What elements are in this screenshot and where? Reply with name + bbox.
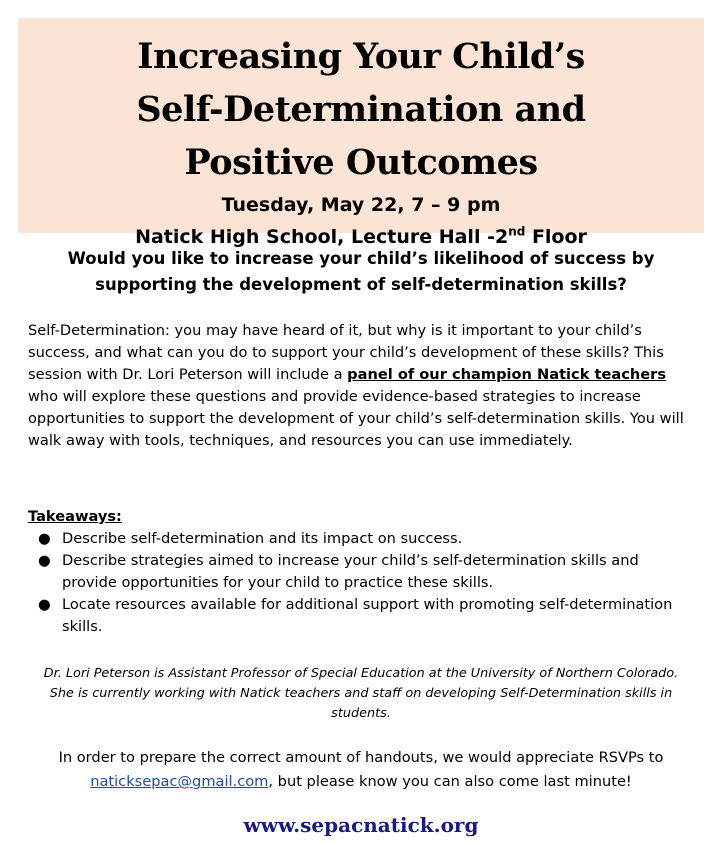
email-link[interactable]: naticksepac@gmail.com: [90, 773, 269, 790]
title-line-2: Self-Determination and: [136, 89, 586, 130]
bullet-icon: ●: [38, 596, 51, 613]
bullet-icon: ●: [38, 530, 51, 547]
title-line-1: Increasing Your Child’s: [137, 36, 585, 77]
speaker-bio: Dr. Lori Peterson is Assistant Professor of Special Education at the University of Northern Colorado. She is currently working with Natick teachers and staff on developing Self-Determination skills in students.: [43, 666, 679, 721]
location-prefix: Natick High School, Lecture Hall -2: [135, 226, 509, 248]
intro-text-2: who will explore these questions and provide evidence-based strategies to increase opportunities to support the development of your child’s self-determination skills. You will walk away with tools, techniques, and resources you can use immediately.: [28, 388, 684, 449]
location-superscript: nd: [508, 224, 526, 239]
website-url: www.sepacnatick.org: [243, 813, 479, 837]
intro-emphasis: panel of our champion Natick teachers: [347, 366, 667, 383]
list-item-text: Locate resources available for additional support with promoting self-determination skills.: [62, 596, 673, 635]
intro-text-1: Self-Determination: you may have heard of it, but why is it important to your child’s success, and what can you do to support your child’s development of these skills? This session with Dr. Lori Peterson will include a: [28, 322, 664, 383]
rsvp-text-1: In order to prepare the correct amount of handouts, we would appreciate RSVPs to: [58, 749, 664, 766]
event-date-time: Tuesday, May 22, 7 – 9 pm: [221, 194, 501, 216]
lead-question: Would you like to increase your child’s likelihood of success by supporting the development of self-determination skills?: [67, 249, 655, 294]
event-title: [18, 18, 704, 189]
takeaways-list: [28, 528, 694, 638]
list-item-text: Describe self-determination and its impact on success.: [62, 530, 463, 547]
list-item: [28, 550, 694, 594]
event-banner: [18, 18, 704, 248]
list-item: [28, 594, 694, 638]
intro-paragraph: [28, 320, 694, 452]
rsvp-text-2: , but please know you can also come last minute!: [268, 773, 632, 790]
list-item: [28, 528, 694, 550]
location-suffix: Floor: [525, 226, 587, 248]
takeaways-heading: Takeaways:: [28, 508, 122, 525]
title-line-3: Positive Outcomes: [184, 142, 538, 183]
list-item-text: Describe strategies aimed to increase your child’s self-determination skills and provide opportunities for your child to practice these skills.: [62, 552, 639, 591]
bullet-icon: ●: [38, 552, 51, 569]
rsvp-note: [18, 746, 704, 794]
